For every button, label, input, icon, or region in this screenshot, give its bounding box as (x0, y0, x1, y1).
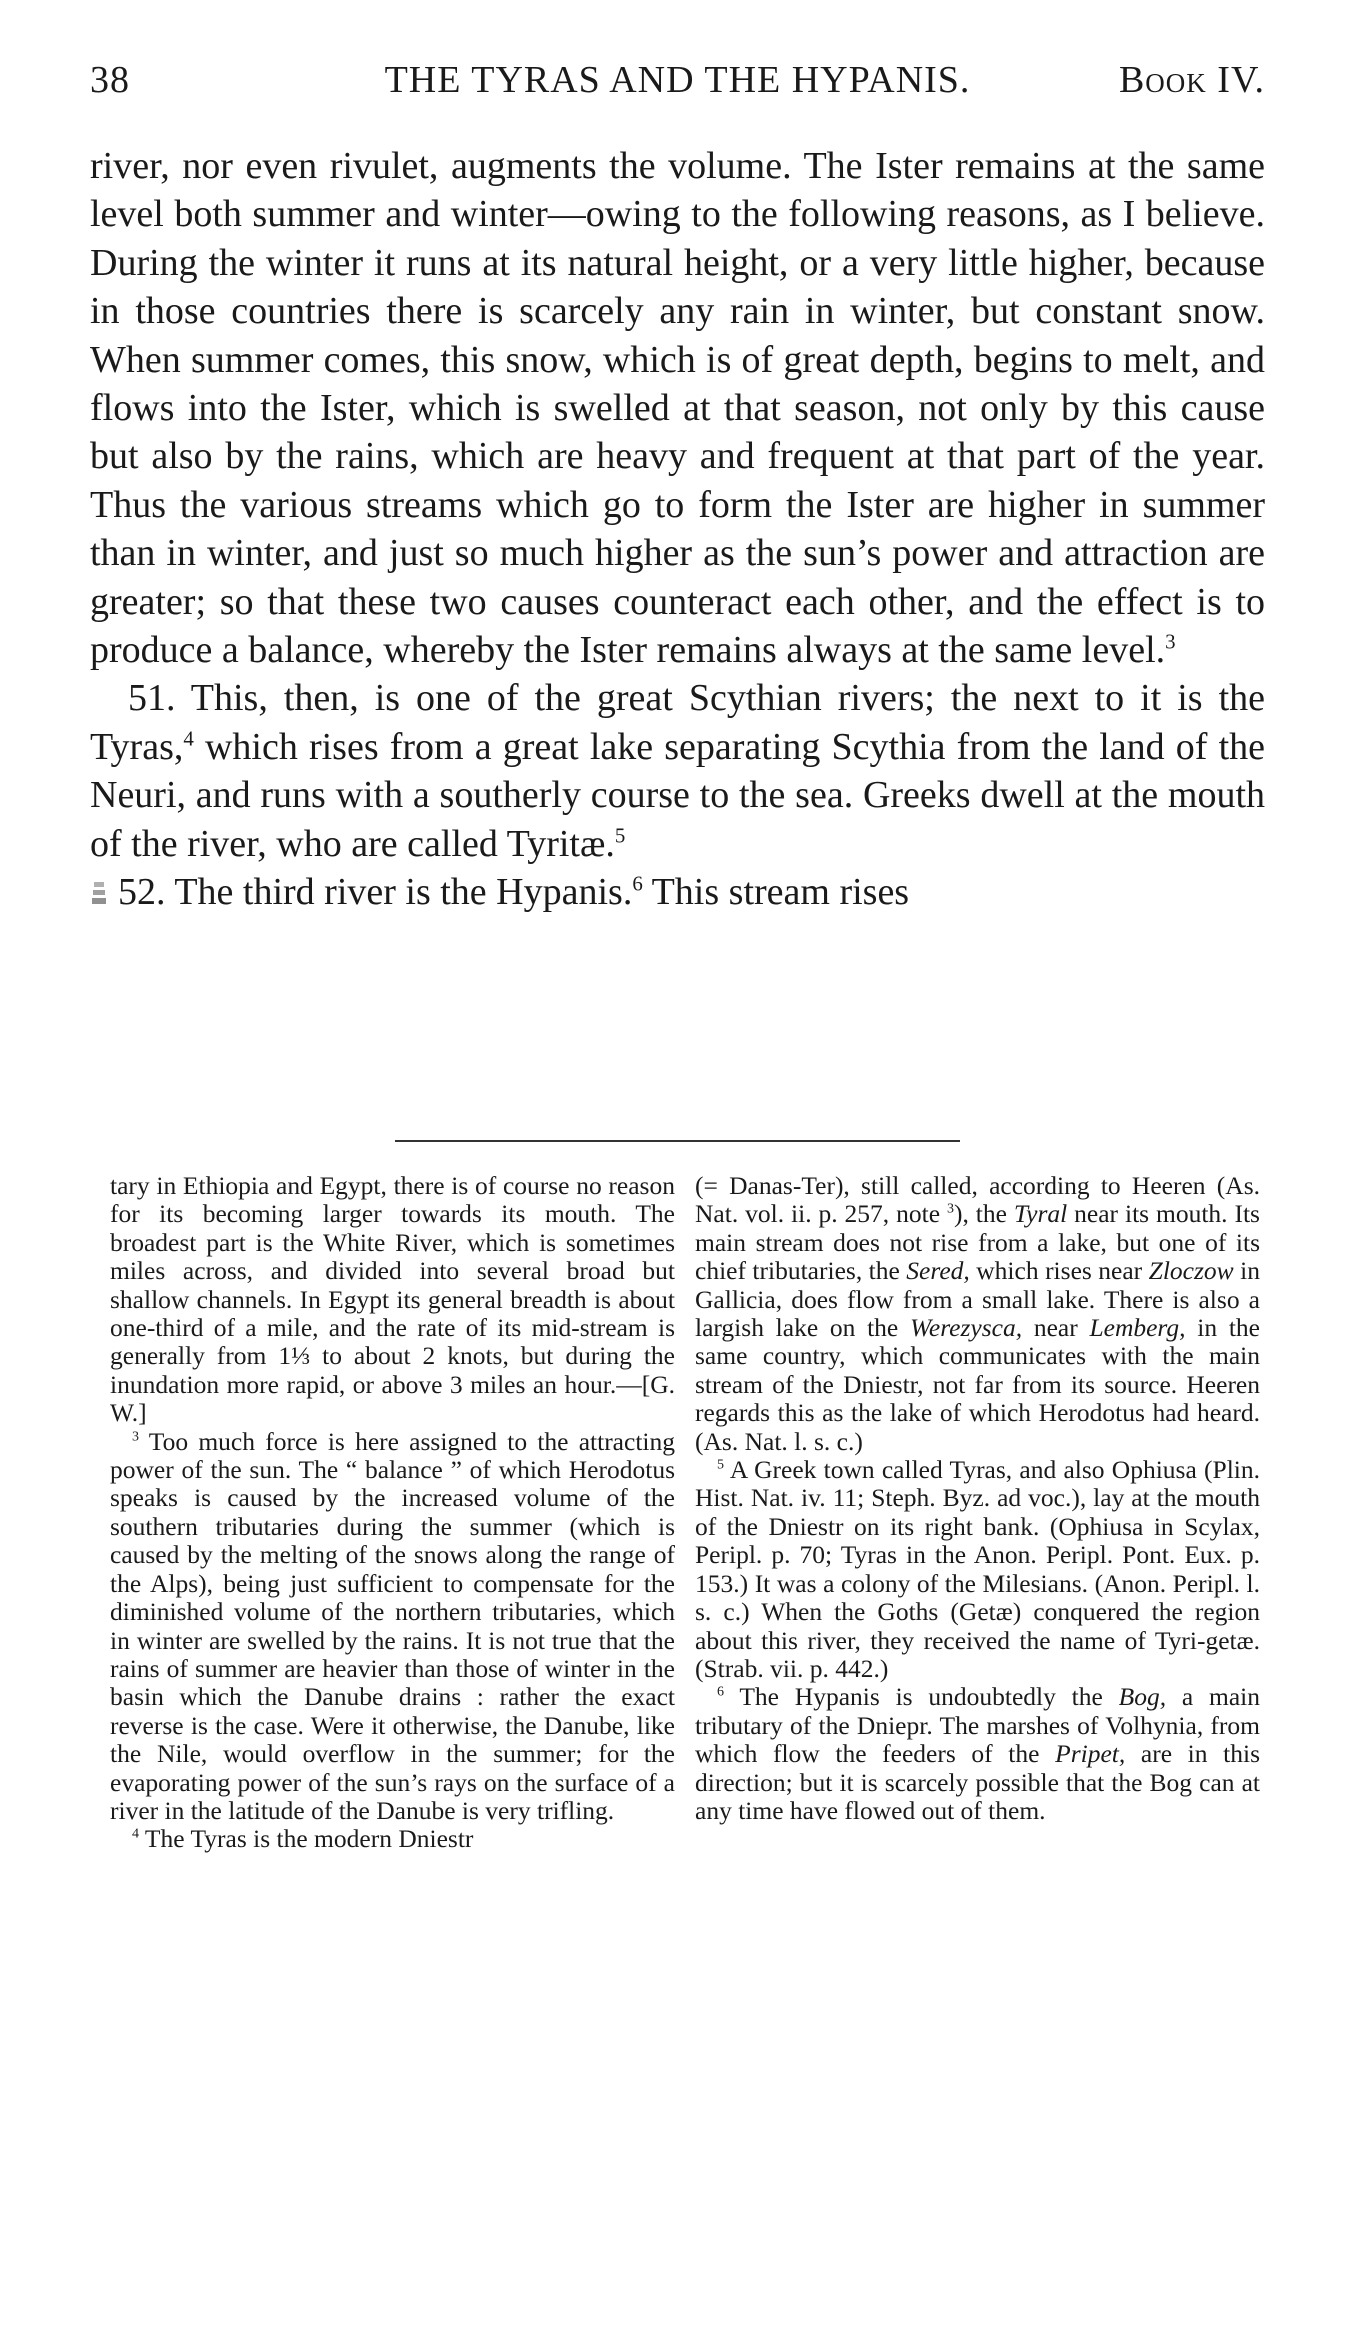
page-number: 38 (90, 59, 130, 101)
footnote-5-mark: 5 (717, 1457, 725, 1473)
paragraph-1-text: river, nor even rivulet, augments the volume. The Ister remains at the same level both summer and winter—owing to the following reasons, as I believe. During the winter it runs at its natural height, or a very little higher, because in those countries there is scarcely any rain in winter, but constant snow. When summer comes, this snow, which is of great depth, begins to melt, and flows into the Ister, which is swelled at that season, not only by this cause but also by the rains, which are heavy and frequent at that part of the year. Thus the various streams which go to form the Ister are higher in summer than in winter, and just so much higher as the sun’s power and attraction are greater; so that these two causes counteract each other, and the effect is to produce a balance, whereby the Ister remains always at the same level. (90, 145, 1265, 672)
fn6-pripet: Pripet, (1055, 1739, 1126, 1769)
paragraph-52-text-a: 52. The third river is the Hypanis. (118, 871, 633, 914)
fn4-lemberg: Lemberg, (1089, 1313, 1186, 1343)
footnotes-right-column (695, 1172, 1260, 1825)
footnote-4-start (110, 1825, 675, 1853)
footnote-3 (110, 1428, 675, 1826)
paragraph-51 (90, 674, 1265, 868)
fn4-text-b: ), the (953, 1199, 1014, 1229)
footnote-ref-5[interactable]: 5 (614, 823, 626, 848)
fn4-text-d: which rises near (969, 1256, 1149, 1286)
fn6-bog: Bog, (1118, 1682, 1167, 1712)
footnote-divider (395, 1140, 960, 1142)
book-label: Book IV. (1118, 59, 1265, 101)
footnote-5-text: A Greek town called Tyras, and also Ophiusa (Plin. Hist. Nat. iv. 11; Steph. Byz. ad voc.), lay at the mouth of the Dniestr on its right bank. (Ophiusa in Scylax, Peripl. p. 70; Tyras in the Anon. Peripl. Pont. Eux. p. 153.) It was a colony of the Milesians. (Anon. Peripl. l. s. c.) When the Goths (Getæ) conquered the region about this river, they received the name of Tyri-getæ. (Strab. vii. p. 442.) (695, 1455, 1260, 1683)
footnote-6 (695, 1683, 1260, 1825)
footnote-6-mark: 6 (717, 1684, 725, 1700)
footnote-4-continuation (695, 1172, 1260, 1456)
fn4-text-a: (= Danas-Ter), still called, according to Heeren (As. Nat. vol. ii. p. 257, note (695, 1171, 1260, 1229)
footnote-continuation: tary in Ethiopia and Egypt, there is of course no reason for its becoming larger towards its mouth. The broadest part is the White River, which is sometimes miles across, and divided into several broad but shallow channels. In Egypt its general breadth is about one-third of a mile, and the rate of its mid-stream is generally from 1⅓ to about 2 knots, but during the inundation more rapid, or above 3 miles an hour.—[G. W.] (110, 1171, 675, 1428)
margin-mark-icon (90, 872, 108, 902)
fn4-text-g: in the same country, which communicates with the main stream of the Dniestr, not far from its source. Heeren regards this as the lake of which Herodotus had heard. (As. Nat. l. s. c.) (695, 1313, 1260, 1456)
footnote-5 (695, 1456, 1260, 1683)
footnotes-left-column (110, 1172, 675, 1854)
fn6-text-a: The Hypanis is undoubtedly the (724, 1682, 1119, 1712)
main-text (90, 142, 1265, 917)
paragraph-52-text-b: This stream rises (642, 871, 910, 914)
fn4-sup: 3 (946, 1201, 954, 1217)
fn4-text-c: near its mouth. Its main stream does not rise from a lake, but one of its chief tributaries, the (695, 1199, 1260, 1286)
fn4-zloczow: Zloczow (1148, 1256, 1234, 1286)
paragraph-51-text-a: 51. This, then, is one of the great Scythian rivers; the next to it is the Tyras, (90, 677, 1265, 768)
paragraph-1 (90, 142, 1265, 674)
paragraph-52 (90, 868, 1265, 916)
footnote-4-mark: 4 (132, 1826, 140, 1842)
footnote-ref-4[interactable]: 4 (183, 726, 194, 751)
fn4-text-e: in Gallicia, does flow from a small lake. There is also a largish lake on the (695, 1256, 1260, 1343)
footnote-ref-3[interactable]: 3 (1165, 629, 1176, 654)
footnote-4-text-start: The Tyras is the modern Dniestr (139, 1824, 474, 1854)
running-header (90, 58, 1265, 108)
footnote-3-text: Too much force is here assigned to the attracting power of the sun. The “ balance ” of which Herodotus speaks is caused by the increased volume of the southern tributaries during the summer (which is caused by the melting of the snows along the range of the Alps), being just sufficient to compensate for the diminished volume of the northern tributaries, which in winter are swelled by the rains. It is not true that the rains of summer are heavier than those of winter in the basin which the Danube drains : rather the exact reverse is the case. Were it otherwise, the Danube, like the Nile, would overflow in the summer; for the evaporating power of the sun’s rays on the surface of a river in the latitude of the Danube is very trifling. (110, 1426, 675, 1825)
fn4-text-f: near (1022, 1313, 1090, 1343)
fn4-sered: Sered, (906, 1256, 970, 1286)
fn4-tyral: Tyral (1013, 1199, 1068, 1229)
running-title: THE TYRAS AND THE HYPANIS. (384, 59, 971, 101)
footnote-3-mark: 3 (132, 1429, 140, 1445)
paragraph-51-text-b: which rises from a great lake separating Scythia from the land of the Neuri, and runs with a southerly course to the sea. Greeks dwell at the mouth of the river, who are called Tyritæ. (90, 725, 1265, 865)
footnote-ref-6[interactable]: 6 (632, 871, 643, 896)
fn6-text-c: are in this direction; but it is scarcely possible that the Bog can at any time have flowed out of them. (695, 1739, 1261, 1825)
fn6-text-b: a main tributary of the Dniepr. The marshes of Volhynia, from which flow the feeders of the (695, 1682, 1260, 1769)
fn4-werezysca: Werezysca, (909, 1313, 1023, 1343)
